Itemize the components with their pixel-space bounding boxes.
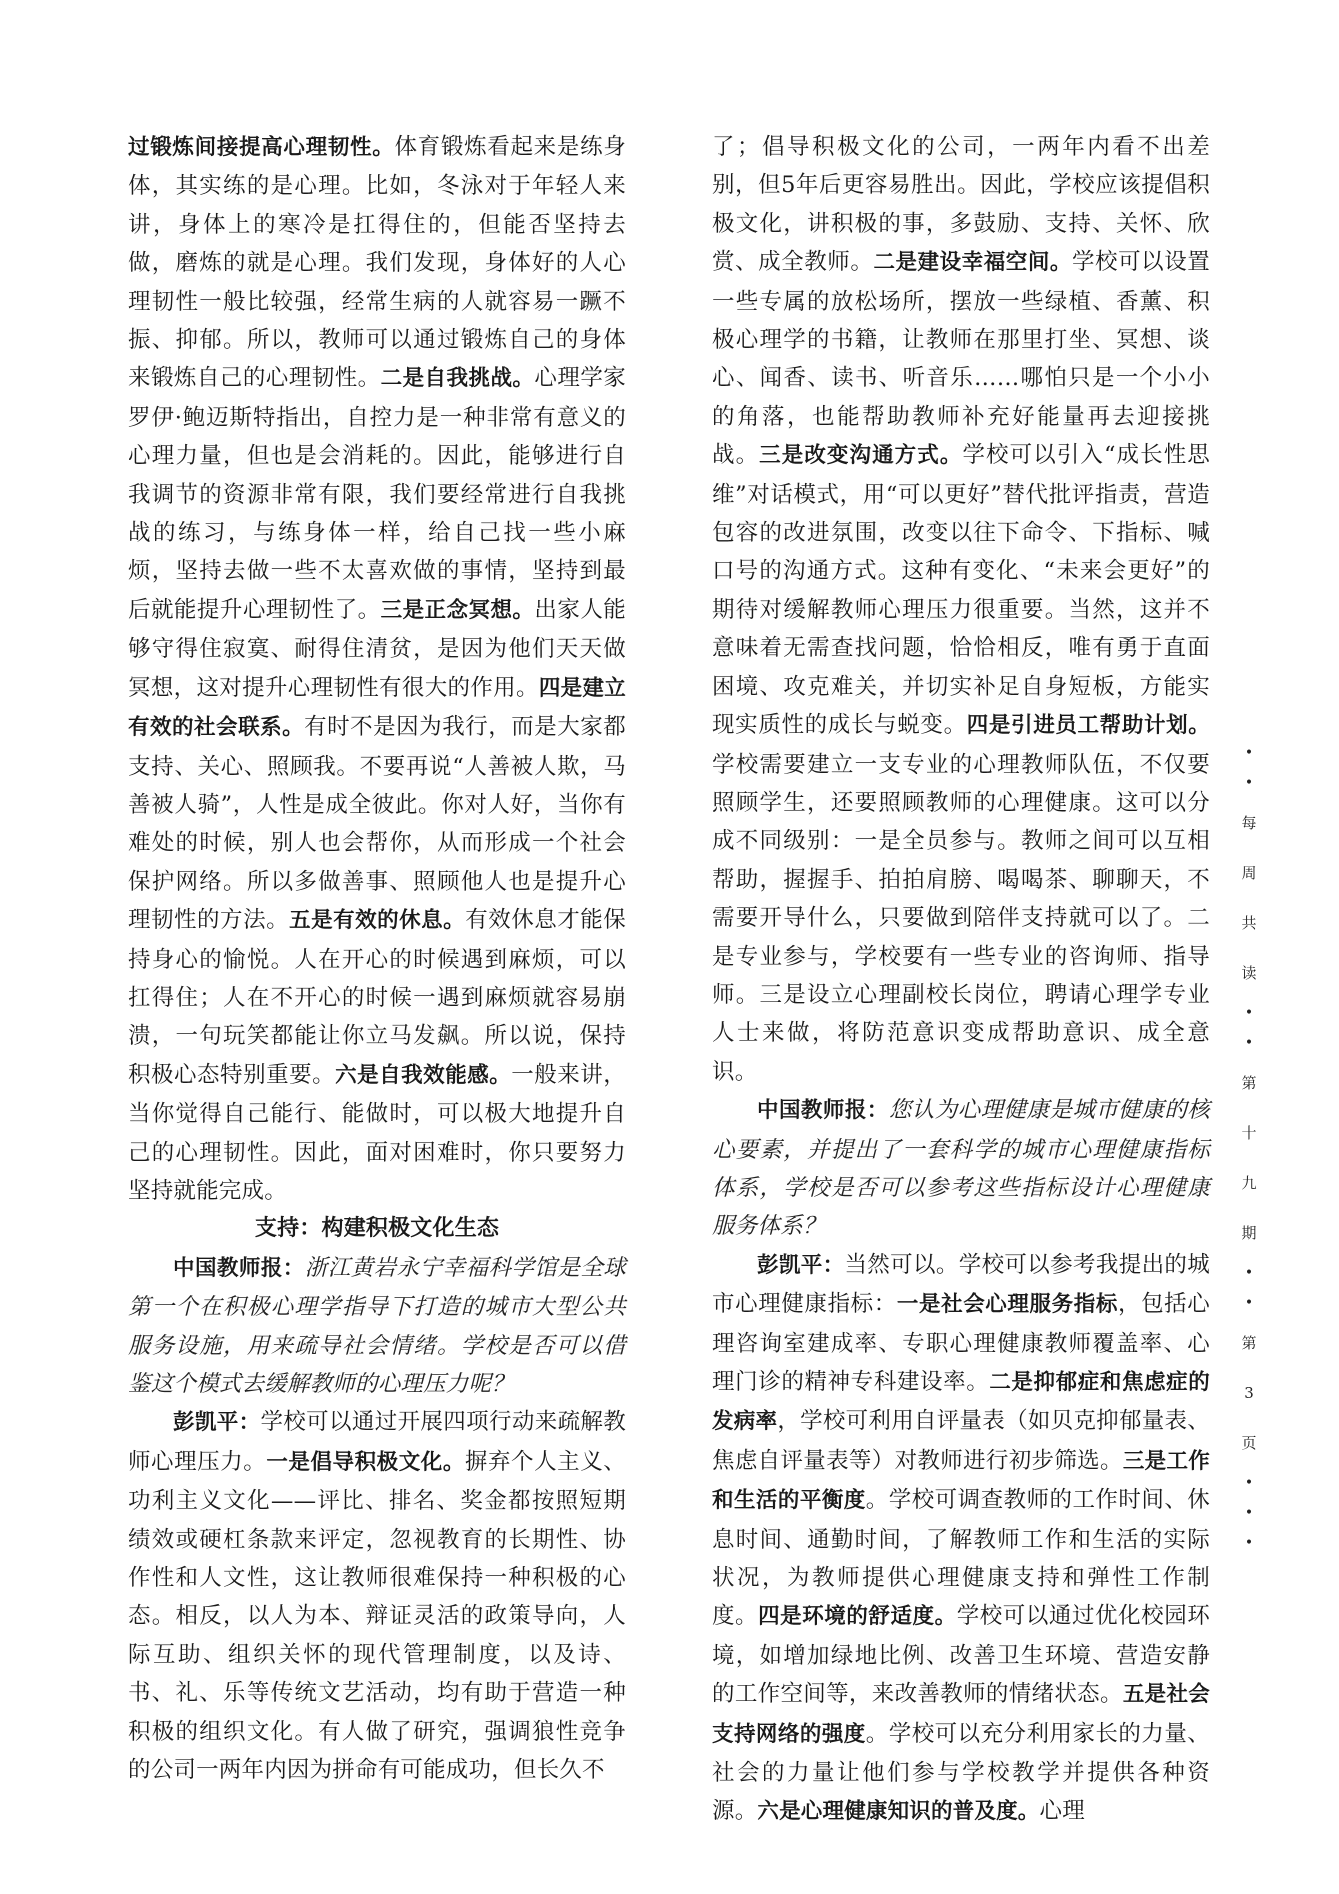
speaker-label: 彭凯平： — [173, 1410, 261, 1436]
issue-char: 九 — [1241, 1174, 1257, 1192]
pub-char: 共 — [1241, 914, 1257, 932]
bold-point: 四是引进员工帮助计划。 — [966, 713, 1211, 739]
speaker-label: 中国教师报： — [173, 1255, 305, 1281]
pub-char: 每 — [1241, 814, 1257, 832]
bold-point: 三是工作和生活的平衡度 — [712, 1448, 1210, 1514]
bold-point: 一是倡导积极文化。 — [266, 1449, 465, 1475]
paragraph — [128, 128, 626, 1210]
body-text: 学校可以通过开展四项行动来疏解教师心理压力。 — [128, 1409, 626, 1475]
page-char: 第 — [1241, 1334, 1257, 1352]
side-margin-label: • • 每 周 共 读 • • 第 十 九 期 • • 第 3 页 • • • — [1241, 745, 1257, 1551]
body-text: 学校需要建立一支专业的心理教师队伍，不仅要照顾学生，还要照顾教师的心理健康。这可以分成不同级别：一是全员参与。教师之间可以互相帮助，握握手、拍拍肩膀、喝喝茶、聊聊天，不需要开导什么，只要做到陪伴支持就可以了。二是专业参与，学校要有一些专业的咨询师、指导师。三是设立心理副校长岗位，聘请心理学专业人士来做，将防范意识变成帮助意识、成全意识。 — [712, 751, 1210, 1085]
bold-point: 五是社会支持网络的强度 — [712, 1682, 1210, 1747]
body-text: 。学校可调查教师的工作时间、休息时间、通勤时间，了解教师工作和生活的实际状况，为教师提供心理健康支持和弹性工作制度。 — [712, 1487, 1210, 1630]
body-text: 心理 — [1039, 1798, 1085, 1825]
body-text: 摒弃个人主义、功利主义文化——评比、排名、奖金都按照短期绩效或硬杠条款来评定，忽视教育的长期性、协作性和人文性，这让教师很难保持一种积极的心态。相反，以人为本、辩证灵活的政策导向，人际互助、组织关怀的现代管理制度，以及诗、书、礼、乐等传统文艺活动，均有助于营造一种积极的组织文化。有人做了研究，强调狼性竞争的公司一两年内因为拼命有可能成功，但长久不 — [128, 1448, 627, 1784]
paragraph — [128, 1249, 626, 1404]
body-text: 。学校可以充分利用家长的力量、社会的力量让他们参与学校教学并提供各种资源。 — [712, 1720, 1210, 1825]
right-column — [712, 128, 1210, 1832]
body-text: 当然可以。学校可以参考我提出的城市心理健康指标： — [712, 1251, 1210, 1318]
body-text: 有效休息才能保持身心的愉悦。人在开心的时候遇到麻烦，可以扛得住；人在不开心的时候一遇到麻烦就容易崩溃，一句玩笑都能让你立马发飙。所以说，保持积极心态特别重要。 — [128, 907, 626, 1088]
paragraph — [128, 1403, 626, 1789]
paragraph — [712, 1091, 1210, 1246]
body-text: ，学校可利用自评量表（如贝克抑郁量表、焦虑自评量表等）对教师进行初步筛选。 — [712, 1408, 1210, 1474]
page-char: 3 — [1244, 1384, 1254, 1402]
paragraph — [712, 1246, 1210, 1832]
body-text: 学校可以通过优化校园环境，如增加绿地比例、改善卫生环境、营造安静的工作空间等，来改善教师的情绪状态。 — [712, 1603, 1210, 1708]
issue-char: 期 — [1241, 1224, 1257, 1242]
left-column — [128, 128, 626, 1789]
bold-point: 三是正念冥想。 — [380, 597, 535, 623]
bold-point: 四是建立有效的社会联系。 — [128, 675, 626, 741]
bold-point: 五是有效的休息。 — [289, 908, 466, 934]
issue-char: 十 — [1241, 1124, 1257, 1142]
issue-char: 第 — [1241, 1074, 1257, 1092]
bold-point: 六是心理健康知识的普及度。 — [757, 1799, 1040, 1825]
pub-char: 读 — [1241, 964, 1257, 982]
section-heading: 支持：构建积极文化生态 — [254, 1216, 500, 1242]
body-text: 学校可以引入“成长性思维”对话模式，用“可以更好”替代批评指责，营造包容的改进氛围，改变以往下命令、下指标、喊口号的沟通方式。这种有变化、“未来会更好”的期待对缓解教师心理压力很重要。当然，这并不意味着无需查找问题，恰恰相反，唯有勇于直面困境、攻克难关，并切实补足自身短板，方能实现实质性的成长与蜕变。 — [712, 442, 1210, 739]
speaker-label: 中国教师报： — [757, 1098, 889, 1124]
pub-char: 周 — [1241, 864, 1257, 882]
body-text: 一般来讲，当你觉得自己能行、能做时，可以极大地提升自己的心理韧性。因此，面对困难时，你只要努力坚持就能完成。 — [128, 1061, 626, 1204]
speaker-label: 彭凯平： — [757, 1252, 845, 1278]
body-text: 体育锻炼看起来是练身体，其实练的是心理。比如，冬泳对于年轻人来讲，身体上的寒冷是扛得住的，但能否坚持去做，磨炼的就是心理。我们发现，身体好的人心理韧性一般比较强，经常生病的人就容易一蹶不振、抑郁。所以，教师可以通过锻炼自己的身体来锻炼自己的心理韧性。 — [128, 134, 626, 392]
bold-point: 三是改变沟通方式。 — [759, 443, 963, 469]
body-text: 学校可以设置一些专属的放松场所，摆放一些绿植、香薰、积极心理学的书籍，让教师在那里打坐、冥想、谈心、闻香、读书、听音乐……哪怕只是一个小小的角落，也能帮助教师补充好能量再去迎接挑战。 — [712, 249, 1211, 469]
page-char: 页 — [1241, 1434, 1257, 1452]
body-text: ，包括心理咨询室建成率、专职心理健康教师覆盖率、心理门诊的精神专科建设率。 — [712, 1291, 1210, 1395]
bold-point: 二是抑郁症和焦虑症的发病率 — [712, 1370, 1210, 1435]
bold-point: 一是社会心理服务指标 — [896, 1292, 1118, 1318]
bold-point: 四是环境的舒适度。 — [758, 1604, 957, 1630]
body-text: 心理学家罗伊·鲍迈斯特指出，自控力是一种非常有意义的心理力量，但也是会消耗的。因此，能够进行自我调节的资源非常有限，我们要经常进行自我挑战的练习，与练身体一样，给自己找一些小麻烦，坚持去做一些不太喜欢做的事情，坚持到最后就能提升心理韧性了。 — [128, 365, 626, 623]
paragraph — [712, 128, 1210, 1091]
bold-point: 二是建设幸福空间。 — [873, 250, 1072, 276]
interview-question: 浙江黄岩永宁幸福科学馆是全球第一个在积极心理学指导下打造的城市大型公共服务设施，用来疏导社会情绪。学校是否可以借鉴这个模式去缓解教师的心理压力呢？ — [128, 1254, 626, 1397]
body-text: 有时不是因为我行，而是大家都支持、关心、照顾我。不要再说“人善被人欺，马善被人骑”，人性是成全彼此。你对人好，当你有难处的时候，别人也会帮你，从而形成一个社会保护网络。所以多做善事、照顾他人也是提升心理韧性的方法。 — [128, 714, 626, 934]
interview-question: 您认为心理健康是城市健康的核心要素，并提出了一套科学的城市心理健康指标体系，学校是否可以参考这些指标设计心理健康服务体系？ — [712, 1097, 1210, 1240]
bold-point: 过锻炼间接提高心理韧性。 — [128, 135, 395, 160]
bold-point: 六是自我效能感。 — [335, 1062, 512, 1088]
bold-point: 二是自我挑战。 — [380, 366, 535, 392]
body-text: 出家人能够守得住寂寞、耐得住清贫，是因为他们天天做冥想，这对提升心理韧性有很大的作用。 — [128, 596, 626, 701]
body-text: 了；倡导积极文化的公司，一两年内看不出差别，但5年后更容易胜出。因此，学校应该提倡积极文化，讲积极的事，多鼓励、支持、关怀、欣赏、成全教师。 — [712, 134, 1210, 276]
